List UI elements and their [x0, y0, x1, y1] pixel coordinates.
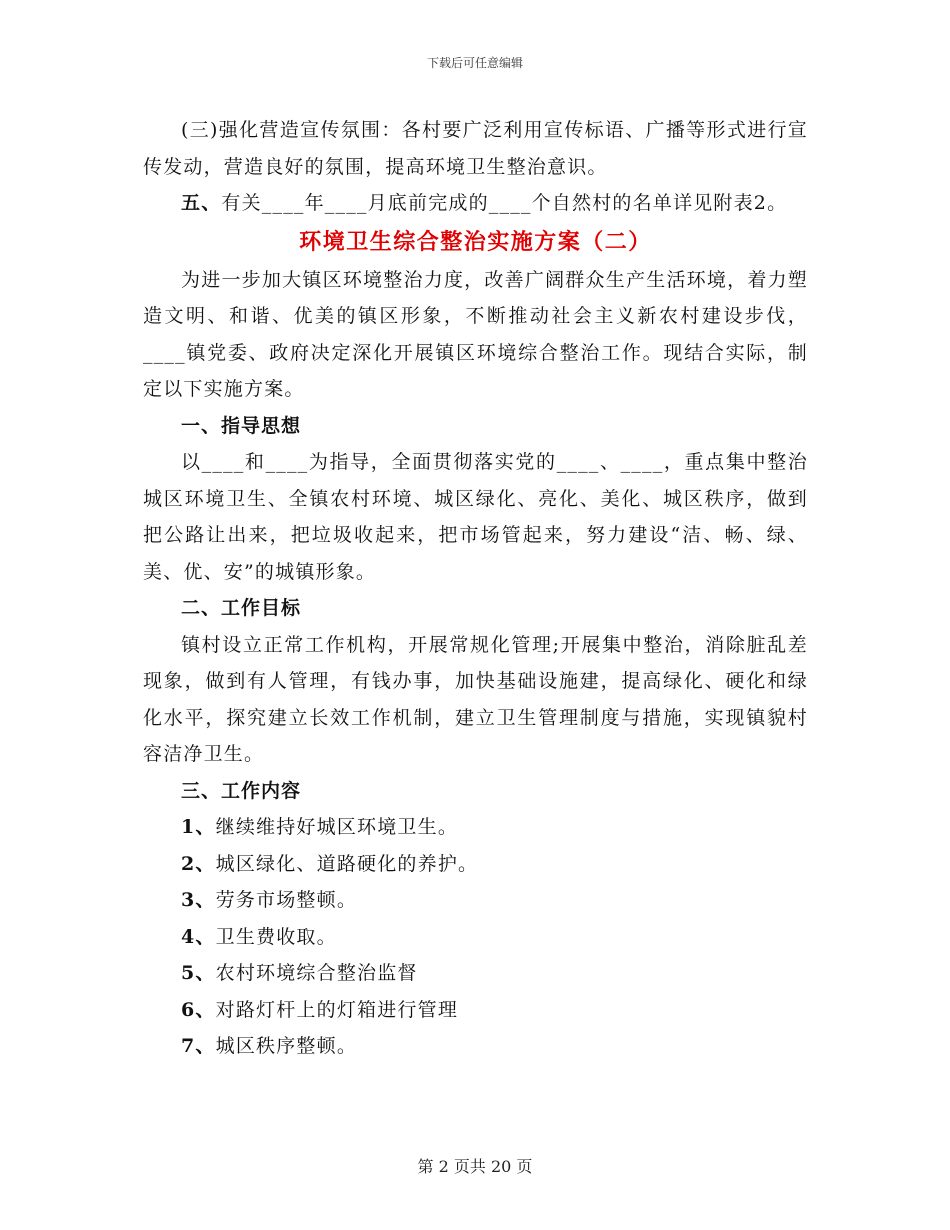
section-heading-guiding-ideology: 一、指导思想	[181, 414, 302, 437]
list-item	[143, 1028, 808, 1065]
section-body-guiding-ideology: 以____和____为指导，全面贯彻落实党的____、____，重点集中整治城区环境卫生、全镇农村环境、城区绿化、亮化、美化、城区秩序，做到把公路让出来，把垃圾收起来，把市场管起来，努力建设“洁、畅、绿、美、优、安”的城镇形象。	[143, 451, 808, 583]
document-title: 环境卫生综合整治实施方案（二）	[299, 229, 652, 255]
document-body	[143, 112, 808, 1065]
list-item-text: 继续维持好城区环境卫生。	[215, 816, 459, 838]
list-item-text: 对路灯杆上的灯箱进行管理	[215, 998, 459, 1021]
list-item	[143, 955, 808, 992]
list-item	[143, 809, 808, 846]
header-note: 下载后可任意编辑	[426, 56, 523, 70]
list-item-text: 城区秩序整顿。	[215, 1035, 358, 1057]
page-footer: 第 2 页共 20 页	[417, 1157, 533, 1176]
list-item	[143, 919, 808, 956]
list-item-number: 7、	[181, 1035, 216, 1057]
section-body-work-goals: 镇村设立正常工作机构，开展常规化管理;开展集中整治，消除脏乱差现象，做到有人管理，有钱办事，加快基础设施建，提高绿化、硬化和绿化水平，探究建立长效工作机制，建立卫生管理制度与措施，实现镇貌村容洁净卫生。	[143, 633, 808, 765]
list-item-number: 6、	[181, 998, 216, 1021]
paragraph-appendix-lead: 五、	[181, 192, 222, 214]
list-item-text: 卫生费收取。	[215, 925, 337, 948]
paragraph-publicity: (三)强化营造宣传氛围：各村要广泛利用宣传标语、广播等形式进行宣传发动，营造良好的氛围，提高环境卫生整治意识。	[143, 119, 808, 178]
list-item-number: 2、	[181, 852, 216, 875]
paragraph-appendix	[143, 185, 808, 222]
section-heading-work-goals: 二、工作目标	[181, 597, 302, 619]
list-item	[143, 846, 808, 883]
list-item	[143, 992, 808, 1029]
list-item	[143, 882, 808, 919]
list-item-number: 4、	[181, 925, 216, 948]
paragraph-intro: 为进一步加大镇区环境整治力度，改善广阔群众生产生活环境，着力塑造文明、和谐、优美的镇区形象，不断推动社会主义新农村建设步伐，____镇党委、政府决定深化开展镇区环境综合整治工作。现结合实际，制定以下实施方案。	[143, 268, 808, 400]
list-item-number: 3、	[181, 889, 216, 911]
section-heading-work-content: 三、工作内容	[181, 779, 302, 802]
list-item-number: 5、	[181, 962, 216, 984]
list-item-text: 劳务市场整顿。	[215, 889, 358, 911]
paragraph-appendix-text: 有关____年____月底前完成的____个自然村的名单详见附表2。	[221, 192, 788, 214]
list-item-text: 农村环境综合整治监督	[215, 962, 418, 984]
list-item-number: 1、	[181, 816, 216, 838]
list-item-text: 城区绿化、道路硬化的养护。	[215, 852, 479, 875]
